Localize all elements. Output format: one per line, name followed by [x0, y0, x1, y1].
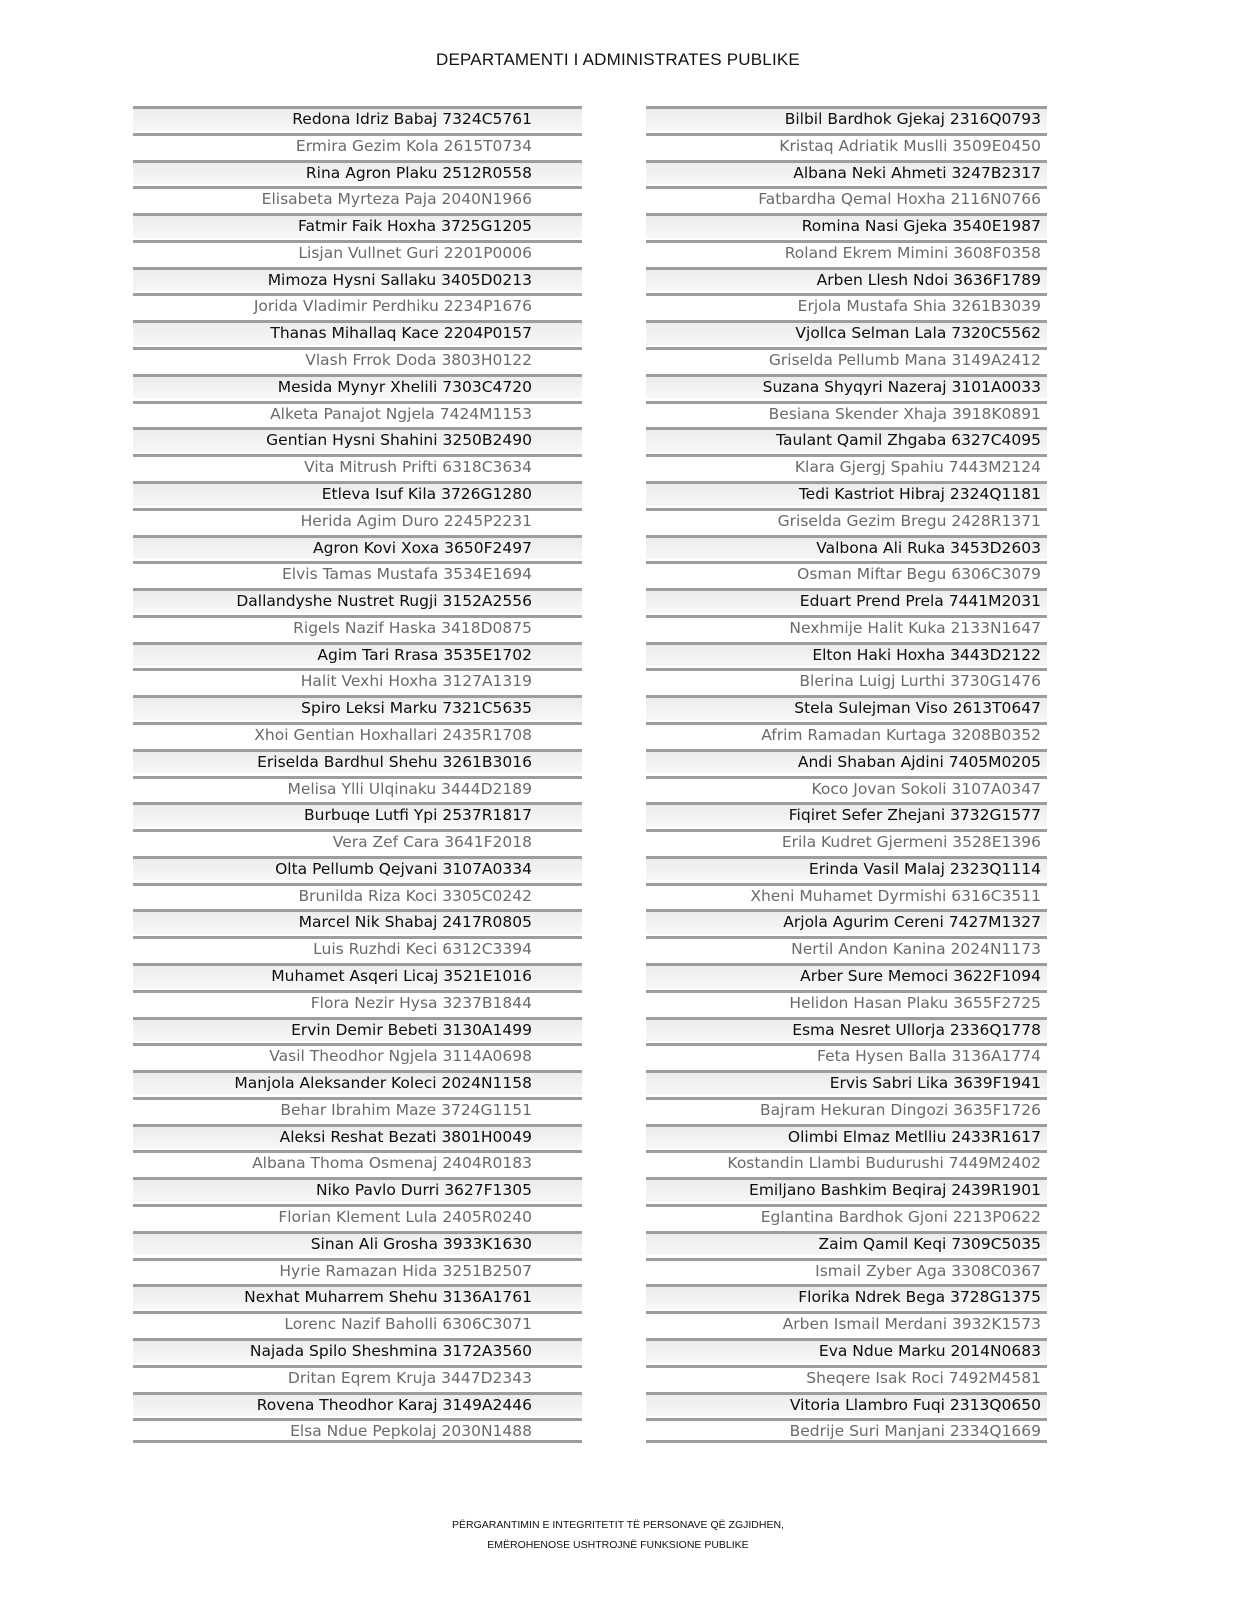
- list-item: Fatbardha Qemal Hoxha 2116N0766: [646, 186, 1047, 211]
- list-item: Erila Kudret Gjermeni 3528E1396: [646, 829, 1047, 854]
- list-item: Vita Mitrush Prifti 6318C3634: [133, 454, 582, 479]
- list-item: Etleva Isuf Kila 3726G1280: [133, 481, 582, 506]
- list-item: Olimbi Elmaz Metlliu 2433R1617: [646, 1124, 1047, 1149]
- list-item: Klara Gjergj Spahiu 7443M2124: [646, 454, 1047, 479]
- list-item: Brunilda Riza Koci 3305C0242: [133, 883, 582, 908]
- list-item: Muhamet Asqeri Licaj 3521E1016: [133, 963, 582, 988]
- list-item: Lorenc Nazif Baholli 6306C3071: [133, 1311, 582, 1336]
- list-item: Ervis Sabri Lika 3639F1941: [646, 1070, 1047, 1095]
- list-item: Suzana Shyqyri Nazeraj 3101A0033: [646, 374, 1047, 399]
- list-item: Eva Ndue Marku 2014N0683: [646, 1338, 1047, 1363]
- list-item: Arjola Agurim Cereni 7427M1327: [646, 909, 1047, 934]
- footer-line-2: EMËROHENOSE USHTROJNË FUNKSIONE PUBLIKE: [487, 1539, 749, 1551]
- list-item: Ervin Demir Bebeti 3130A1499: [133, 1017, 582, 1042]
- list-item: Niko Pavlo Durri 3627F1305: [133, 1177, 582, 1202]
- list-item: Spiro Leksi Marku 7321C5635: [133, 695, 582, 720]
- list-item: Vasil Theodhor Ngjela 3114A0698: [133, 1043, 582, 1068]
- list-item: Emiljano Bashkim Beqiraj 2439R1901: [646, 1177, 1047, 1202]
- list-item: Sheqere Isak Roci 7492M4581: [646, 1365, 1047, 1390]
- list-item: Erjola Mustafa Shia 3261B3039: [646, 293, 1047, 318]
- list-item: Mimoza Hysni Sallaku 3405D0213: [133, 267, 582, 292]
- list-item: Eriselda Bardhul Shehu 3261B3016: [133, 749, 582, 774]
- list-item: Koco Jovan Sokoli 3107A0347: [646, 776, 1047, 801]
- list-item: Melisa Ylli Ulqinaku 3444D2189: [133, 776, 582, 801]
- list-item: Nexhat Muharrem Shehu 3136A1761: [133, 1284, 582, 1309]
- list-item: Arben Llesh Ndoi 3636F1789: [646, 267, 1047, 292]
- list-item: Esma Nesret Ullorja 2336Q1778: [646, 1017, 1047, 1042]
- list-item: Roland Ekrem Mimini 3608F0358: [646, 240, 1047, 265]
- list-item: Arber Sure Memoci 3622F1094: [646, 963, 1047, 988]
- list-item: Vjollca Selman Lala 7320C5562: [646, 320, 1047, 345]
- list-item: Marcel Nik Shabaj 2417R0805: [133, 909, 582, 934]
- list-item: Griselda Gezim Bregu 2428R1371: [646, 508, 1047, 533]
- list-item: Mesida Mynyr Xhelili 7303C4720: [133, 374, 582, 399]
- list-item: Hyrie Ramazan Hida 3251B2507: [133, 1258, 582, 1283]
- list-item: Stela Sulejman Viso 2613T0647: [646, 695, 1047, 720]
- footer: [0, 1515, 1236, 1555]
- list-item: Taulant Qamil Zhgaba 6327C4095: [646, 427, 1047, 452]
- list-item: Romina Nasi Gjeka 3540E1987: [646, 213, 1047, 238]
- list-item: Alketa Panajot Ngjela 7424M1153: [133, 401, 582, 426]
- list-item: Kristaq Adriatik Muslli 3509E0450: [646, 133, 1047, 158]
- list-item: Andi Shaban Ajdini 7405M0205: [646, 749, 1047, 774]
- list-item: Albana Thoma Osmenaj 2404R0183: [133, 1150, 582, 1175]
- list-item: Helidon Hasan Plaku 3655F2725: [646, 990, 1047, 1015]
- list-item: Thanas Mihallaq Kace 2204P0157: [133, 320, 582, 345]
- list-item: Nertil Andon Kanina 2024N1173: [646, 936, 1047, 961]
- list-item: Sinan Ali Grosha 3933K1630: [133, 1231, 582, 1256]
- list-item: Afrim Ramadan Kurtaga 3208B0352: [646, 722, 1047, 747]
- list-item: Besiana Skender Xhaja 3918K0891: [646, 401, 1047, 426]
- list-item: Jorida Vladimir Perdhiku 2234P1676: [133, 293, 582, 318]
- list-item: Xheni Muhamet Dyrmishi 6316C3511: [646, 883, 1047, 908]
- list-item: Burbuqe Lutfi Ypi 2537R1817: [133, 802, 582, 827]
- list-item: Halit Vexhi Hoxha 3127A1319: [133, 668, 582, 693]
- list-item: Dritan Eqrem Kruja 3447D2343: [133, 1365, 582, 1390]
- list-item: Tedi Kastriot Hibraj 2324Q1181: [646, 481, 1047, 506]
- list-item: Albana Neki Ahmeti 3247B2317: [646, 160, 1047, 185]
- list-item: Xhoi Gentian Hoxhallari 2435R1708: [133, 722, 582, 747]
- page-title: DEPARTAMENTI I ADMINISTRATES PUBLIKE: [436, 50, 800, 69]
- list-item: Vera Zef Cara 3641F2018: [133, 829, 582, 854]
- list-item: Ermira Gezim Kola 2615T0734: [133, 133, 582, 158]
- list-item: Ismail Zyber Aga 3308C0367: [646, 1258, 1047, 1283]
- footer-line-1: PËRGARANTIMIN E INTEGRITETIT TË PERSONAVE QË ZGJIDHEN,: [452, 1519, 784, 1531]
- list-item: Behar Ibrahim Maze 3724G1151: [133, 1097, 582, 1122]
- list-item: Elton Haki Hoxha 3443D2122: [646, 642, 1047, 667]
- list-item: Lisjan Vullnet Guri 2201P0006: [133, 240, 582, 265]
- list-item: Blerina Luigj Lurthi 3730G1476: [646, 668, 1047, 693]
- list-item: Eglantina Bardhok Gjoni 2213P0622: [646, 1204, 1047, 1229]
- list-item: Feta Hysen Balla 3136A1774: [646, 1043, 1047, 1068]
- list-item: Elsa Ndue Pepkolaj 2030N1488: [133, 1418, 582, 1443]
- list-item: Elisabeta Myrteza Paja 2040N1966: [133, 186, 582, 211]
- right-name-list: [646, 106, 1047, 1445]
- list-item: Griselda Pellumb Mana 3149A2412: [646, 347, 1047, 372]
- list-item: Rina Agron Plaku 2512R0558: [133, 160, 582, 185]
- list-item: Vitoria Llambro Fuqi 2313Q0650: [646, 1392, 1047, 1417]
- list-item: Nexhmije Halit Kuka 2133N1647: [646, 615, 1047, 640]
- list-item: Najada Spilo Sheshmina 3172A3560: [133, 1338, 582, 1363]
- list-item: Rigels Nazif Haska 3418D0875: [133, 615, 582, 640]
- list-item: Kostandin Llambi Budurushi 7449M2402: [646, 1150, 1047, 1175]
- list-item: Rovena Theodhor Karaj 3149A2446: [133, 1392, 582, 1417]
- list-item: Valbona Ali Ruka 3453D2603: [646, 535, 1047, 560]
- list-item: Agron Kovi Xoxa 3650F2497: [133, 535, 582, 560]
- list-item: Dallandyshe Nustret Rugji 3152A2556: [133, 588, 582, 613]
- list-item: Fatmir Faik Hoxha 3725G1205: [133, 213, 582, 238]
- list-item: Bilbil Bardhok Gjekaj 2316Q0793: [646, 106, 1047, 131]
- list-item: Olta Pellumb Qejvani 3107A0334: [133, 856, 582, 881]
- list-item: Elvis Tamas Mustafa 3534E1694: [133, 561, 582, 586]
- list-item: Florian Klement Lula 2405R0240: [133, 1204, 582, 1229]
- list-item: Erinda Vasil Malaj 2323Q1114: [646, 856, 1047, 881]
- list-item: Flora Nezir Hysa 3237B1844: [133, 990, 582, 1015]
- list-item: Florika Ndrek Bega 3728G1375: [646, 1284, 1047, 1309]
- list-item: Aleksi Reshat Bezati 3801H0049: [133, 1124, 582, 1149]
- list-item: Manjola Aleksander Koleci 2024N1158: [133, 1070, 582, 1095]
- list-item: Bajram Hekuran Dingozi 3635F1726: [646, 1097, 1047, 1122]
- list-item: Bedrije Suri Manjani 2334Q1669: [646, 1418, 1047, 1443]
- list-item: Osman Miftar Begu 6306C3079: [646, 561, 1047, 586]
- list-item: Redona Idriz Babaj 7324C5761: [133, 106, 582, 131]
- list-item: Agim Tari Rrasa 3535E1702: [133, 642, 582, 667]
- list-item: Gentian Hysni Shahini 3250B2490: [133, 427, 582, 452]
- list-item: Eduart Prend Prela 7441M2031: [646, 588, 1047, 613]
- list-item: Luis Ruzhdi Keci 6312C3394: [133, 936, 582, 961]
- left-name-list: [133, 106, 582, 1445]
- list-item: Arben Ismail Merdani 3932K1573: [646, 1311, 1047, 1336]
- list-item: Herida Agim Duro 2245P2231: [133, 508, 582, 533]
- list-item: Fiqiret Sefer Zhejani 3732G1577: [646, 802, 1047, 827]
- list-item: Zaim Qamil Keqi 7309C5035: [646, 1231, 1047, 1256]
- list-item: Vlash Frrok Doda 3803H0122: [133, 347, 582, 372]
